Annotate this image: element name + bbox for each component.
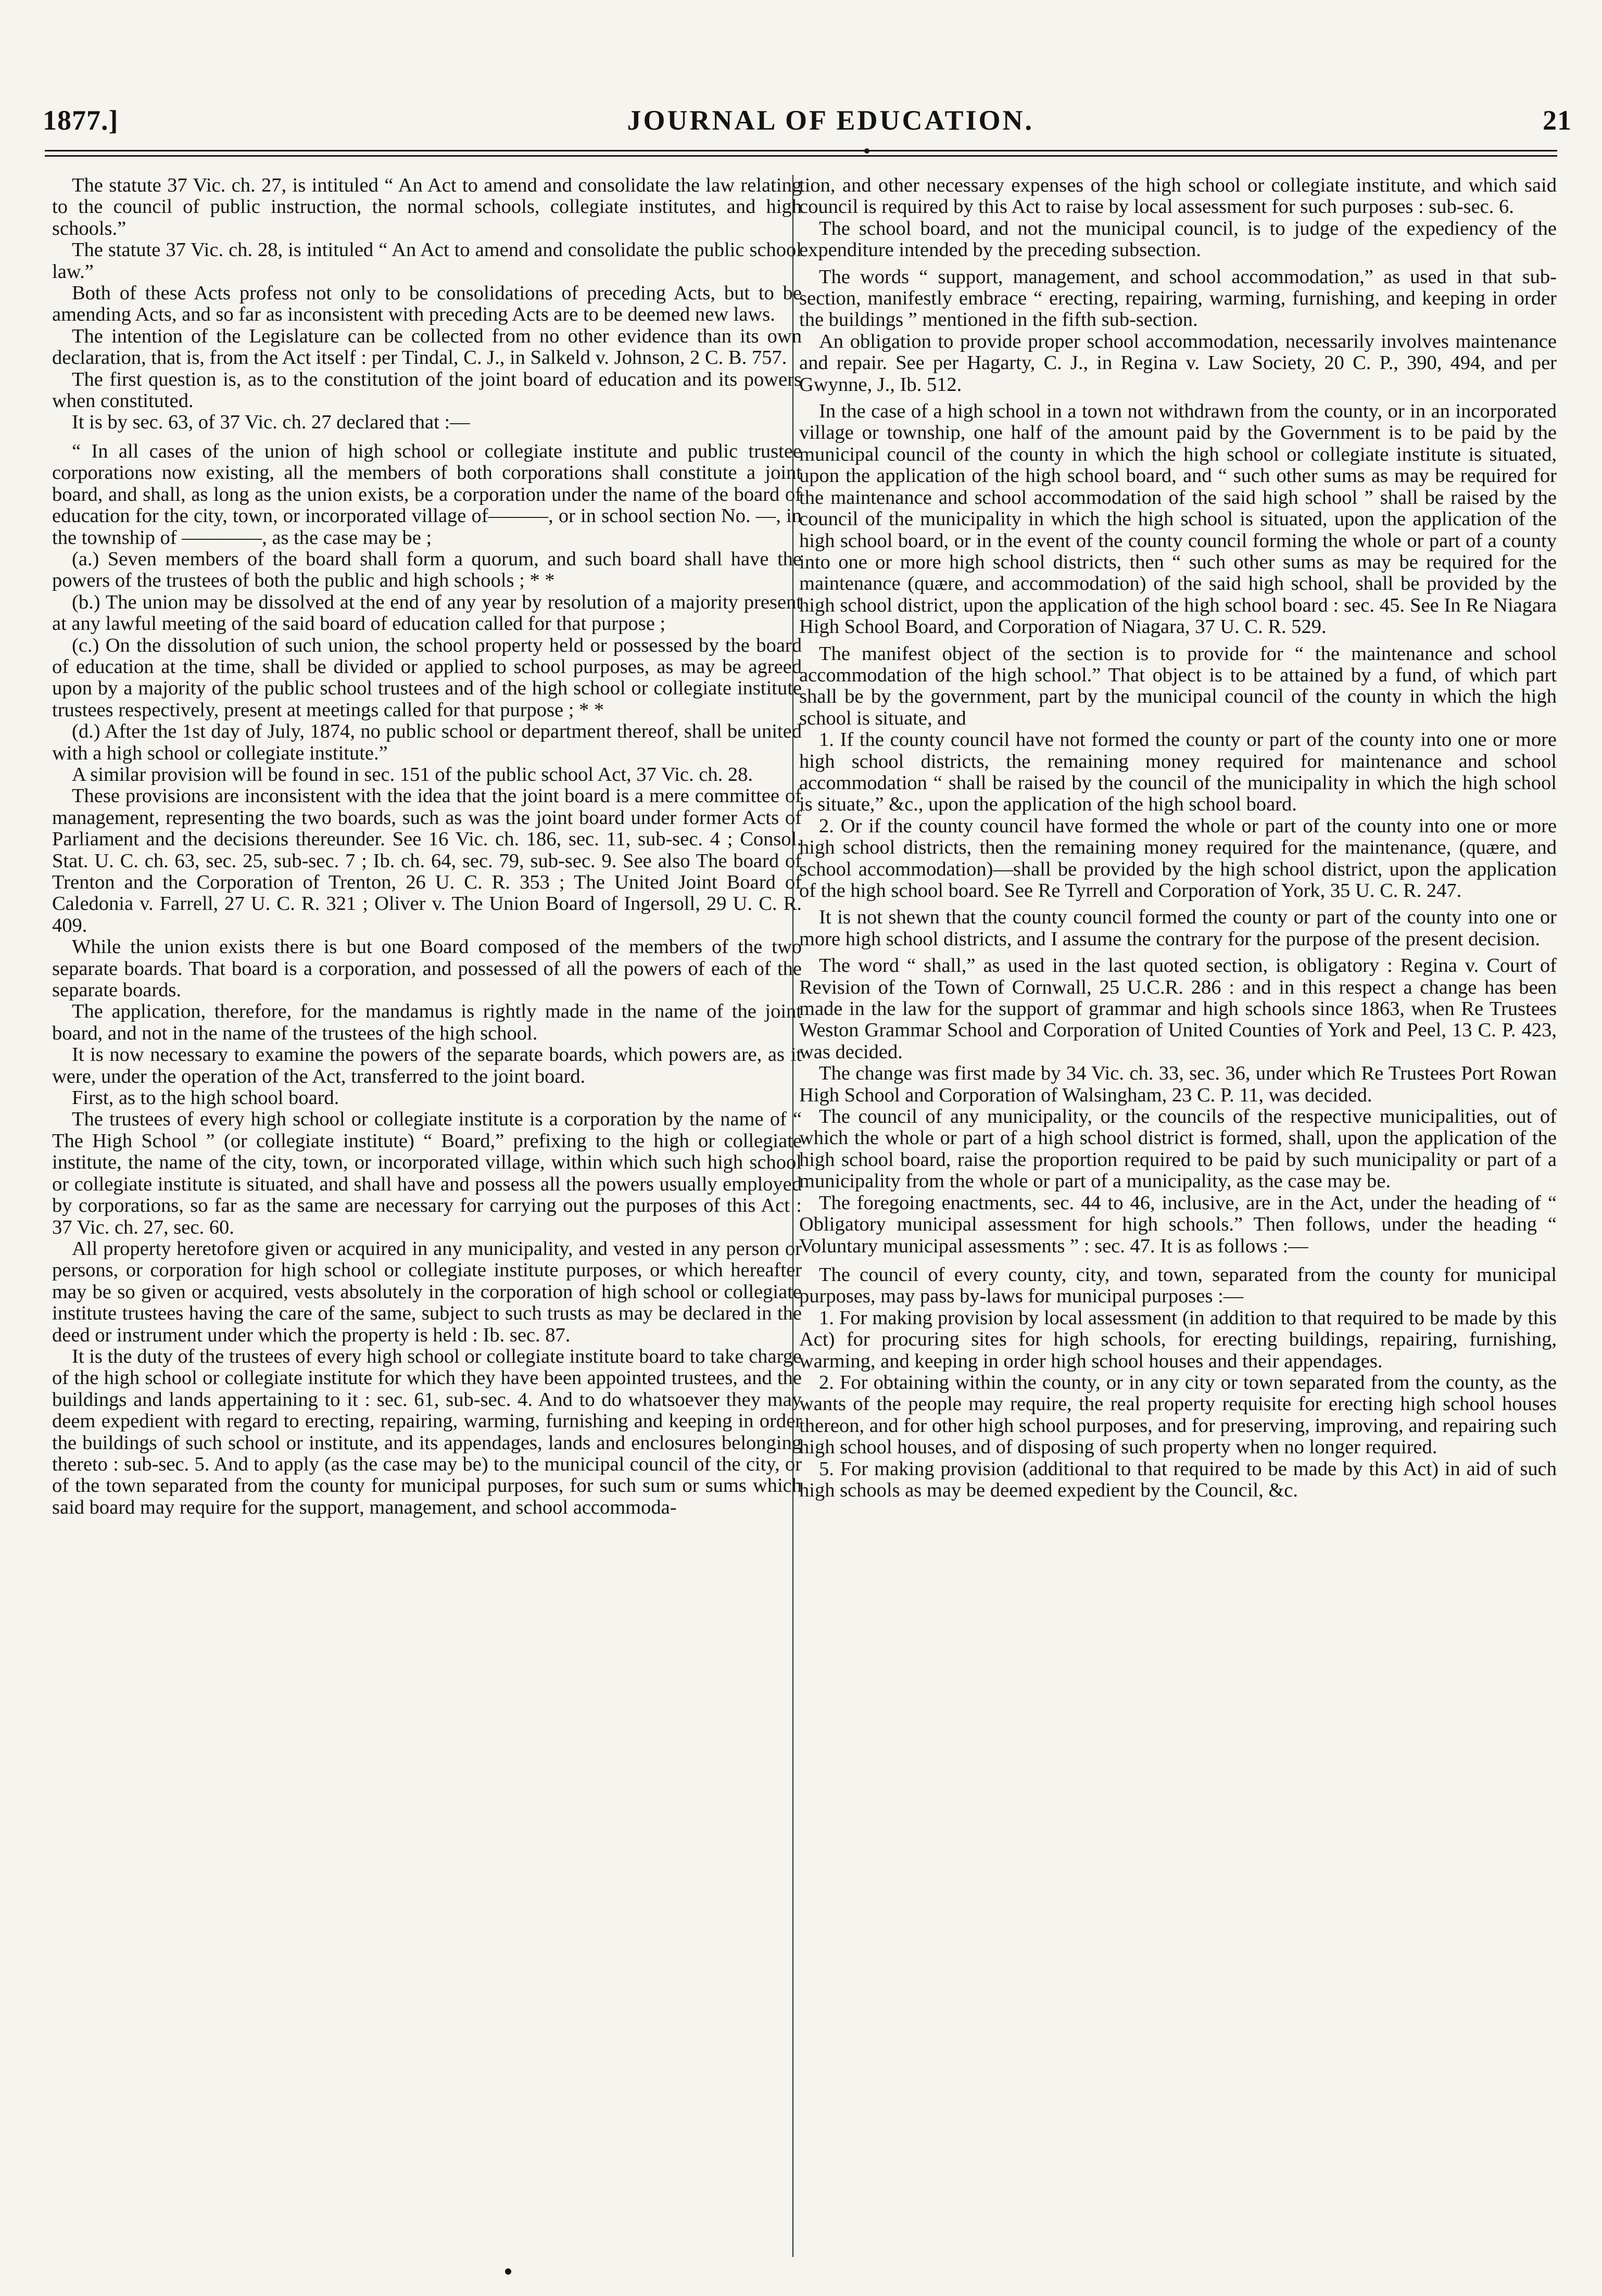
paragraph: First, as to the high school board.	[72, 1087, 339, 1109]
paragraph: 1. If the county council have not formed the county or part of the county into one or more high school districts, the remaining money required for maintenance and school accommodation “ shall be raised by the council of the municipality in which the high school is situate,” &c., upon the application of the high school board.	[799, 729, 1557, 816]
statute-clause-2: 2. For obtaining within the county, or in any city or town separated from the county, as the wants of the people may require, the real property requisite for erecting high school houses thereon, and for other high school purposes, and for preserving, improving, and repairing such high school houses, and of disposing of such property when no longer required.	[799, 1371, 1557, 1458]
paragraph: It is not shewn that the county council formed the county or part of the county into one or more high school districts, and I assume the contrary for the purpose of the present decision.	[799, 906, 1557, 950]
paragraph: The application, therefore, for the mandamus is rightly made in the name of the joint board, and not in the name of the trustees of the high school.	[52, 1000, 802, 1044]
paragraph: It is by sec. 63, of 37 Vic. ch. 27 declared that :—	[72, 411, 470, 434]
paragraph: The school board, and not the municipal council, is to judge of the expediency of the expenditure intended by the preceding subsection.	[799, 217, 1557, 261]
paragraph: The council of any municipality, or the councils of the respective municipalities, out of which the whole or part of a high school district is formed, shall, upon the application of the high school board, raise the proportion required to be paid by such municipality or part of a municipality from the whole or part of a municipality, as the case may be.	[799, 1106, 1557, 1193]
paragraph: An obligation to provide proper school accommodation, necessarily involves maintenance and repair. See per Hagarty, C. J., in Regina v. Law Society, 20 C. P., 390, 494, and per Gwynne, J., Ib. 512.	[799, 330, 1557, 396]
paragraph: 2. Or if the county council have formed the whole or part of the county into one or more high school districts, then the remaining money required for the maintenance, (quære, and school accommodation)—shall be provided by the high school district, upon the application of the high school board. See Re Tyrrell and Corporation of York, 35 U. C. R. 247.	[799, 815, 1557, 902]
paragraph: It is the duty of the trustees of every high school or collegiate institute board to take charge of the high school or collegiate institute for which they have been appointed trustees, and the buildings and lands appertaining to it : sec. 61, sub-sec. 4. And to do whatsoever they may deem expedient with regard to erecting, repairing, warming, furnishing and keeping in order the buildings of such school or institute, and its appendages, lands and enclosures belonging thereto : sub-sec. 5. And to apply (as the case may be) to the municipal council of the city, or of the town separated from the county for municipal purposes, for such sum or sums which said board may require for the support, management, and school accommoda-	[52, 1345, 802, 1518]
statute-clause-a: (a.) Seven members of the board shall form a quorum, and such board shall have the powers of the trustees of both the public and high schools ; * *	[52, 548, 802, 592]
paragraph: The word “ shall,” as used in the last quoted section, is obligatory : Regina v. Court of Revision of the Town of Cornwall, 25 U.C.R. 286 : and in this respect a change has been made in the law for the support of grammar and high schools since 1863, when Re Trustees Weston Grammar School and Corporation of United Counties of York and Peel, 13 C. P. 423, was decided.	[799, 955, 1557, 1063]
paragraph: While the union exists there is but one Board composed of the members of the two separate boards. That board is a corporation, and possessed of all the powers of each of the separate boards.	[52, 936, 802, 1001]
statute-clause-1: 1. For making provision by local assessment (in addition to that required to be made by this Act) for procuring sites for high schools, for erecting buildings, repairing, furnishing, warming, and keeping in order high school houses and their appendages.	[799, 1306, 1557, 1372]
statute-clause-d: (d.) After the 1st day of July, 1874, no public school or department thereof, shall be united with a high school or collegiate institute.”	[52, 720, 802, 764]
paragraph: All property heretofore given or acquired in any municipality, and vested in any person or persons, or corporation for high school or collegiate institute purposes, or which hereafter may be so given or acquired, vests absolutely in the corporation of high school or collegiate institute trustees having the care of the same, subject to such trusts as may be declared in the deed or instrument under which the property is held : Ib. sec. 87.	[52, 1237, 802, 1346]
header-rule-bottom	[45, 155, 1557, 157]
paragraph: In the case of a high school in a town not withdrawn from the county, or in an incorporated village or township, one half of the amount paid by the Government is to be paid by the municipal council of the county in which the high school or collegiate institute is situated, upon the application of the high school board, and “ such other sums as may be required for the maintenance and school accommodation of the said high school ” shall be raised by the council of the municipality in which the high school is situated, upon the application of the high school board, or in the event of the county council forming the whole or part of a county into one or more high school districts, then “ such other sums as may be required for the maintenance (quære, and accommodation) of the said high school, shall be provided by the high school district, upon the application of the high school board : sec. 45. See In Re Niagara High School Board, and Corporation of Niagara, 37 U. C. R. 529.	[799, 400, 1557, 638]
paragraph: These provisions are inconsistent with the idea that the joint board is a mere committee of management, representing the two boards, such as was the joint board under former Acts of Parliament and the decisions thereunder. See 16 Vic. ch. 186, sec. 11, sub-sec. 4 ; Consol. Stat. U. C. ch. 63, sec. 25, sub-sec. 7 ; Ib. ch. 64, sec. 79, sub-sec. 9. See also The board of Trenton and the Corporation of Trenton, 26 U. C. R. 353 ; The United Joint Board of Caledonia v. Farrell, 27 U. C. R. 321 ; Oliver v. The Union Board of Ingersoll, 29 U. C. R. 409.	[52, 785, 802, 936]
header-year: 1877.]	[43, 105, 119, 136]
paragraph: The intention of the Legislature can be collected from no other evidence than its own declaration, that is, from the Act itself : per Tindal, C. J., in Salkeld v. Johnson, 2 C. B. 757.	[52, 325, 802, 369]
paragraph: The manifest object of the section is to provide for “ the maintenance and school accommodation of the high school.” That object is to be attained by a fund, of which part shall be by the government, part by the municipal council of the county in which the high school is situate, and	[799, 642, 1557, 729]
paragraph: tion, and other necessary expenses of the high school or collegiate institute, and which said council is required by this Act to raise by local assessment for such purposes : sub-sec. 6.	[799, 175, 1557, 218]
header-page-number: 21	[1543, 105, 1572, 136]
paragraph: Both of these Acts profess not only to be consolidations of preceding Acts, but to be amending Acts, and so far as inconsistent with preceding Acts are to be deemed new laws.	[52, 282, 802, 326]
statute-clause-c: (c.) On the dissolution of such union, the school property held or possessed by the board of education at the time, shall be divided or applied to school purposes, as may be agreed upon by a majority of the public school trustees and of the high school or collegiate institute trustees respectively, present at meetings called for that purpose ; * *	[52, 634, 802, 721]
rule-ornament	[864, 148, 869, 154]
paragraph: The trustees of every high school or collegiate institute is a corporation by the name of “ The High School ” (or collegiate institute) “ Board,” prefixing to the high or collegiate institute, the name of the city, town, or incorporated village, within which such high school or collegiate institute is situated, and shall have and possess all the powers usually employed by corporations, so far as the same are necessary for carrying out the purposes of this Act : 37 Vic. ch. 27, sec. 60.	[52, 1108, 802, 1238]
paragraph: The words “ support, management, and school accommodation,” as used in that sub-section, manifestly embrace “ erecting, repairing, warming, furnishing, and keeping in order the buildings ” mentioned in the fifth sub-section.	[799, 265, 1557, 331]
paragraph: A similar provision will be found in sec. 151 of the public school Act, 37 Vic. ch. 28.	[72, 763, 753, 785]
paragraph: The statute 37 Vic. ch. 28, is intituled “ An Act to amend and consolidate the public school law.”	[52, 239, 802, 283]
paragraph: The change was first made by 34 Vic. ch. 33, sec. 36, under which Re Trustees Port Rowan High School and Corporation of Walsingham, 23 C. P. 11, was decided.	[799, 1062, 1557, 1106]
left-column	[52, 175, 802, 2262]
footer-ornament	[505, 2268, 511, 2275]
statute-clause-5: 5. For making provision (additional to that required to be made by this Act) in aid of such high schools as may be deemed expedient by the Council, &c.	[799, 1457, 1557, 1501]
paragraph: The foregoing enactments, sec. 44 to 46, inclusive, are in the Act, under the heading of “ Obligatory municipal assessment for high schools.” Then follows, under the heading “ Voluntary municipal assessments ” : sec. 47. It is as follows :—	[799, 1191, 1557, 1257]
header-rule-top	[45, 150, 1557, 151]
quoted-statute: “ In all cases of the union of high school or collegiate institute and public trustee corporations now existing, all the members of both corporations shall constitute a joint board, and shall, as long as the union exists, be a corporation under the name of the board of education for the city, town, or incorporated village of———, or in school section No. —, in the township of ————, as the case may be ;	[52, 440, 802, 549]
quoted-statute: The council of every county, city, and town, separated from the county for municipal purposes, may pass by-laws for municipal purposes :—	[799, 1263, 1557, 1308]
statute-clause-b: (b.) The union may be dissolved at the end of any year by resolution of a majority present at any lawful meeting of the said board of education called for that purpose ;	[52, 591, 802, 635]
paragraph: The first question is, as to the constitution of the joint board of education and its powers when constituted.	[52, 368, 802, 412]
running-header	[43, 104, 1572, 146]
column-divider	[792, 175, 793, 2257]
paragraph: It is now necessary to examine the powers of the separate boards, which powers are, as it were, under the operation of the Act, transferred to the joint board.	[52, 1044, 802, 1087]
right-column	[799, 175, 1557, 2262]
paragraph: The statute 37 Vic. ch. 27, is intituled “ An Act to amend and consolidate the law relating to the council of public instruction, the normal schools, collegiate institutes, and high schools.”	[52, 175, 802, 239]
header-title: JOURNAL OF EDUCATION.	[627, 105, 1035, 136]
